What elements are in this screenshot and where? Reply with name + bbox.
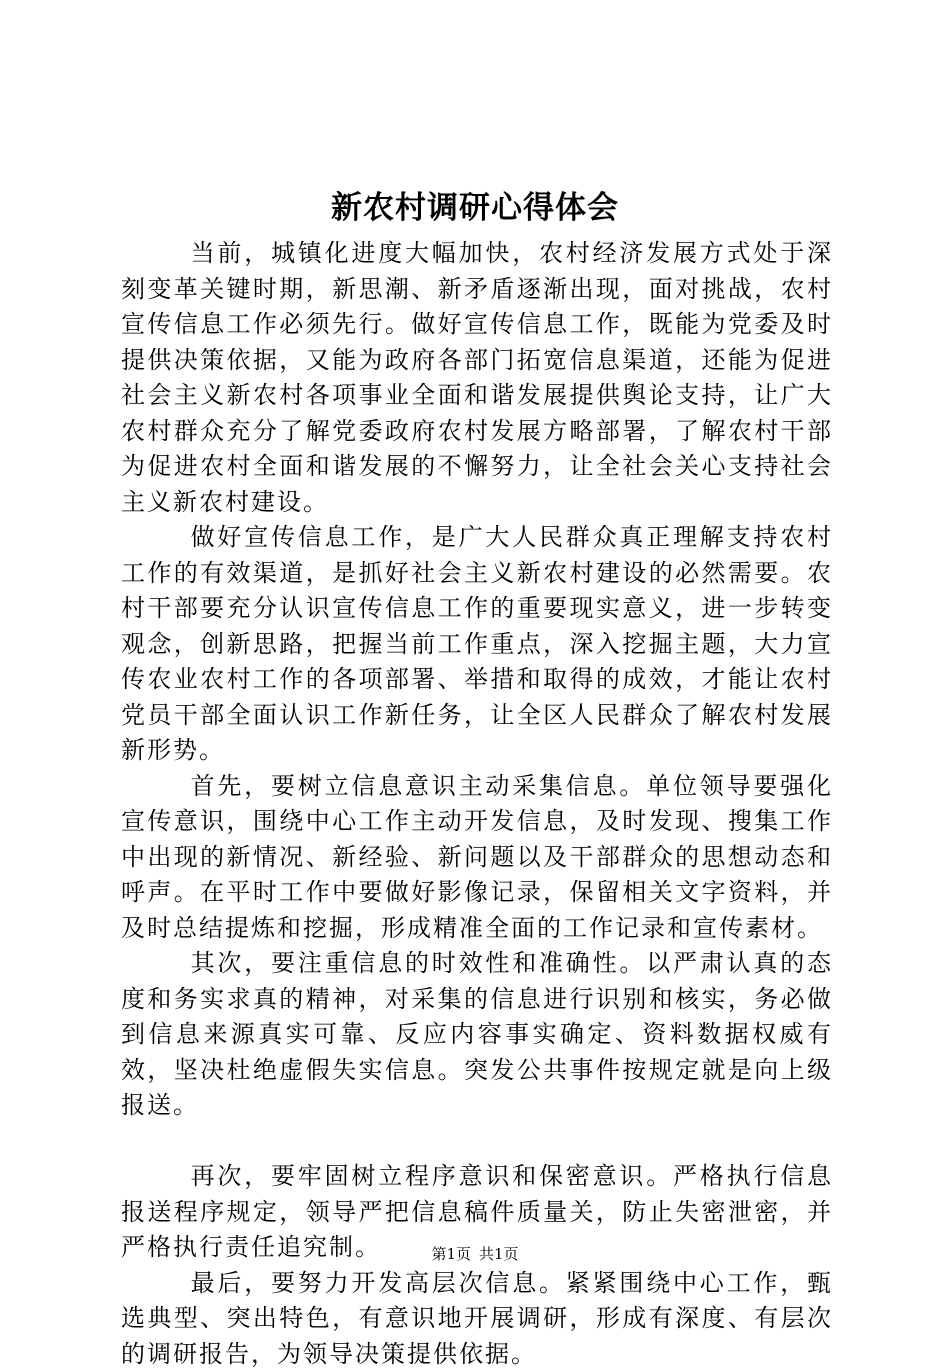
page-total: 共1页 xyxy=(479,1245,519,1263)
document-body xyxy=(121,236,833,1372)
paragraph-5: 再次，要牢固树立程序意识和保密意识。严格执行信息报送程序规定，领导严把信息稿件质量关，防止失密泄密，并严格执行责任追究制。 xyxy=(121,1159,833,1266)
paragraph-6: 最后，要努力开发高层次信息。紧紧围绕中心工作，甄选典型、突出特色，有意识地开展调研，形成有深度、有层次的调研报告，为领导决策提供依据。 xyxy=(121,1266,833,1372)
page-number: 第1页 xyxy=(431,1245,471,1263)
document-title: 新农村调研心得体会 xyxy=(0,186,950,230)
paragraph-3: 首先，要树立信息意识主动采集信息。单位领导要强化宣传意识，围绕中心工作主动开发信息，及时发现、搜集工作中出现的新情况、新经验、新问题以及干部群众的思想动态和呼声。在平时工作中要做好影像记录，保留相关文字资料，并及时总结提炼和挖掘，形成精准全面的工作记录和宣传素材。 xyxy=(121,769,833,947)
page-footer xyxy=(0,1243,950,1265)
paragraph-1: 当前，城镇化进度大幅加快，农村经济发展方式处于深刻变革关键时期，新思潮、新矛盾逐渐出现，面对挑战，农村宣传信息工作必须先行。做好宣传信息工作，既能为党委及时提供决策依据，又能为政府各部门拓宽信息渠道，还能为促进社会主义新农村各项事业全面和谐发展提供舆论支持，让广大农村群众充分了解党委政府农村发展方略部署，了解农村干部为促进农村全面和谐发展的不懈努力，让全社会关心支持社会主义新农村建设。 xyxy=(121,236,833,520)
paragraph-4: 其次，要注重信息的时效性和准确性。以严肃认真的态度和务实求真的精神，对采集的信息进行识别和核实，务必做到信息来源真实可靠、反应内容事实确定、资料数据权威有效，坚决杜绝虚假失实信息。突发公共事件按规定就是向上级报送。 xyxy=(121,946,833,1124)
paragraph-2: 做好宣传信息工作，是广大人民群众真正理解支持农村工作的有效渠道，是抓好社会主义新农村建设的必然需要。农村干部要充分认识宣传信息工作的重要现实意义，进一步转变观念，创新思路，把握当前工作重点，深入挖掘主题，大力宣传农业农村工作的各项部署、举措和取得的成效，才能让农村党员干部全面认识工作新任务，让全区人民群众了解农村发展新形势。 xyxy=(121,520,833,769)
